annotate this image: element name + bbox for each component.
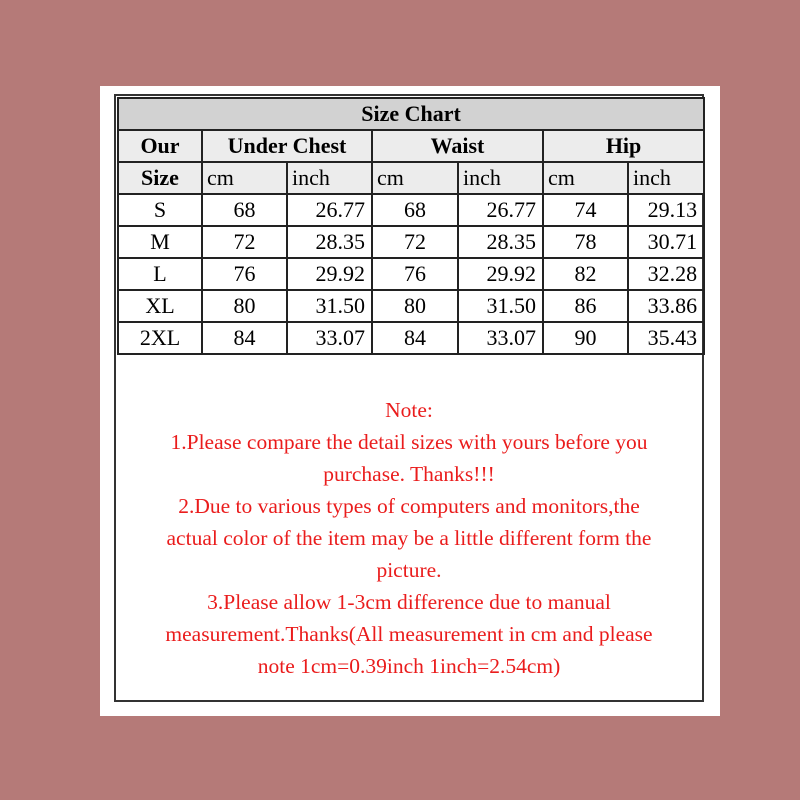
unit-cm: cm [543,162,628,194]
hip-inch: 30.71 [628,226,704,258]
group-hip: Hip [543,130,704,162]
note-block [122,394,696,682]
under-chest-inch: 26.77 [287,194,372,226]
under-chest-cm: 84 [202,322,287,354]
note-line: 3.Please allow 1-3cm difference due to manual [207,590,611,614]
header-row-groups [118,130,704,162]
size-chart-table [117,97,705,355]
note-line: 2.Due to various types of computers and monitors,the [178,494,640,518]
waist-cm: 68 [372,194,458,226]
size-label-top: Our [118,130,202,162]
hip-cm: 86 [543,290,628,322]
under-chest-inch: 29.92 [287,258,372,290]
hip-cm: 82 [543,258,628,290]
under-chest-inch: 33.07 [287,322,372,354]
unit-cm: cm [372,162,458,194]
under-chest-cm: 76 [202,258,287,290]
under-chest-inch: 28.35 [287,226,372,258]
hip-inch: 33.86 [628,290,704,322]
waist-cm: 80 [372,290,458,322]
header-row-units [118,162,704,194]
waist-inch: 31.50 [458,290,543,322]
unit-inch: inch [628,162,704,194]
table-row [118,258,704,290]
size-chart-card [100,86,720,716]
size-value: M [118,226,202,258]
under-chest-cm: 68 [202,194,287,226]
waist-inch: 33.07 [458,322,543,354]
note-line: 1.Please compare the detail sizes with yours before you [170,430,648,454]
group-waist: Waist [372,130,543,162]
unit-inch: inch [287,162,372,194]
title-row [118,98,704,130]
size-chart-frame [114,94,704,702]
waist-inch: 29.92 [458,258,543,290]
note-line: picture. [376,558,442,582]
note-heading: Note: [385,398,433,422]
table-title: Size Chart [118,98,704,130]
table-row [118,322,704,354]
table-row [118,226,704,258]
waist-inch: 26.77 [458,194,543,226]
hip-inch: 32.28 [628,258,704,290]
note-line: purchase. Thanks!!! [323,462,495,486]
note-line: measurement.Thanks(All measurement in cm and please [165,622,653,646]
hip-cm: 78 [543,226,628,258]
size-value: XL [118,290,202,322]
hip-inch: 29.13 [628,194,704,226]
waist-cm: 84 [372,322,458,354]
unit-inch: inch [458,162,543,194]
size-value: S [118,194,202,226]
waist-inch: 28.35 [458,226,543,258]
hip-cm: 90 [543,322,628,354]
group-under-chest: Under Chest [202,130,372,162]
note-line: actual color of the item may be a little different form the [166,526,652,550]
table-row [118,194,704,226]
unit-cm: cm [202,162,287,194]
size-value: 2XL [118,322,202,354]
under-chest-cm: 72 [202,226,287,258]
waist-cm: 72 [372,226,458,258]
hip-inch: 35.43 [628,322,704,354]
table-row [118,290,704,322]
under-chest-inch: 31.50 [287,290,372,322]
size-value: L [118,258,202,290]
size-label-bottom: Size [118,162,202,194]
under-chest-cm: 80 [202,290,287,322]
hip-cm: 74 [543,194,628,226]
note-line: note 1cm=0.39inch 1inch=2.54cm) [257,654,561,678]
waist-cm: 76 [372,258,458,290]
